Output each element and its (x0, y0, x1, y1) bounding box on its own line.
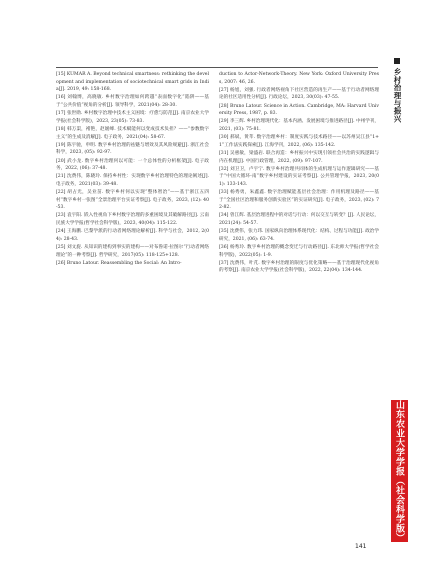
header-rule (56, 67, 378, 68)
reference-entry: [32] 刘卫卫，卢宇宁. 数字乡村治理共同体的生成机理与运作逻辑研究——基于“中国大循环-南”数字乡村建设的实证考察[J]. 公共管理学报，2023, 20(01): 133-143. (219, 166, 379, 187)
reference-entry: [35] 沈费伟，张力玮. 国家纵向治理体系现代化：结构、过程与功能[J]. 政治学研究，2021, (06): 63-74. (219, 229, 379, 242)
reference-entry: [21] 沈费伟，陈晓玲. 保持乡村性：实现数字乡村治理特色的理论阐述[J]. 电子政务，2021(03): 39-48. (56, 174, 209, 187)
reference-entry: [26] Bruno Latour. Reassembling the Social: An Intro- (56, 260, 182, 266)
reference-entry: [17] 张世勋. 乡村数字治理中技术主义困境：疗愈与防范[J]. 南京农业大学学报(社会科学版)，2023, 23(05): 73-83. (56, 111, 209, 124)
reference-entry: [19] 陈宇驰，申明. 数字乡村治理的祛魅与增效及其风险规避[J]. 浙江社会科学，2023, (05): 92-97. (56, 142, 209, 156)
references-left-column (56, 71, 209, 268)
reference-entry: [31] 吴惠敏，梁盛岩. 联合再造：乡村振兴中实现引领社会共治的实践逻辑与内在机理[J]. 中国行政管理，2022, (09): 97-107. (219, 150, 379, 164)
journal-name: 山东农业大学学报（社会科学版） (394, 400, 404, 543)
reference-entry: [36] 杨秀玲. 数字乡村治理的概念变迁与行动路径[J]. 东北师大学报(哲学社会科学版)，2022(05): 1-9. (219, 245, 379, 258)
reference-entry: duction to Actor-Network-Theory. New York: Oxford University Press, 2007: 46, 26. (219, 72, 379, 85)
section-label (392, 58, 404, 127)
reference-entry: [20] 武小龙. 数字乡村治理何以可能：一个总体性的分析框架[J]. 电子政务，2022, (06): 37-48. (56, 158, 209, 172)
section-marker-square (394, 58, 400, 64)
reference-entry: [33] 杨秀勇，朱鑫鑫. 数字治理赋能基层社会治理：作用机理及路径——基于“全国社区治理和服务创新实验区”的实证研究[J]. 电子政务，2023, (02): 72-82. (219, 190, 379, 211)
reference-entry: [37] 沈费伟，叶芃. 数字乡村治理的限度与优化策略——基于治理现代化视角的考察[J]. 南京农业大学学报(社会科学版)，2022, 22(04): 134-144. (219, 260, 379, 274)
reference-entry: [25] 刘文旋. 从知识的建构到事实的建构——对布鲁诺·拉图尔“行动者网络理论”的一种考察[J]. 哲学研究，2017(05): 118-125+128. (56, 245, 209, 258)
section-title: 乡村治理与振兴 (393, 68, 402, 123)
reference-entry: [16] 刘翰博，高晓敏. 乡村数字治理如何跨越“表面数字化”陷阱——基于“公共价值”视角的分析[J]. 领导科学，2021(04): 28-30. (56, 95, 209, 108)
reference-entry: [15] KUMAR A. Beyond technical smartness: rethinking the development and implementation of sociotechnical smart grids in India[J]. 2019, 49: 158-168. (56, 72, 209, 93)
reference-entry: [34] 曾江辉. 基层治理进程中的对话与行动：何以交互与转变？[J]. 人民论坛，2021(24): 54-57. (219, 213, 379, 227)
reference-entry: [28] Bruno Latour. Science in Action. Cambridge, MA: Harvard University Press, 1987, p. 83. (219, 103, 379, 117)
reference-entry: [23] 袁宇阳. 嵌入性视角下乡村数字治理的多重困境及其破解路径[J]. 云南民族大学学报(哲学社会科学版)，2023, 40(04): 115-122. (56, 213, 209, 227)
reference-entry: [30] 郝斌，黄莘. 数字治理乡村：制度实践与技术路径——以苏州吴江县“1+1”工作法实践探索[J]. 江海学刊，2022, (06): 135-142. (219, 135, 379, 148)
reference-entry: [27] 杨旭，刘强. 行政者网络视角下社区营造的再生产——基于行动者网络理论的社区适用性分析[J]. 行政论坛，2023, 30(03): 47-55. (219, 87, 379, 101)
journal-name-bar (391, 400, 408, 542)
reference-entry: [24] 王海鹏. 巴黎学派的行动者网络理论解析[J]. 科学与社会，2012, 2(04): 28-43. (56, 229, 209, 242)
reference-entry: [18] 韩万渠，褚艳，赵媛峰. 技术赋能何以变成技术负担？——“参数数字主义”的生成及消解[J]. 电子政务，2021(04): 58-67. (56, 126, 209, 140)
reference-entry: [29] 李三辉. 乡村治理现代化：基本内涵、发展困境与推进路径[J]. 中州学刊，2021, (03): 75-81. (219, 119, 379, 132)
reference-entry: [22] 胡占光，吴业苗. 数字乡村何以实现“整体智治”——基于浙江五四村“数字乡村一张图”全景治理平台实证考察[J]. 电子政务，2023, (12): 40-53. (56, 190, 209, 211)
references-right-column (219, 71, 379, 276)
page-number: 141 (355, 543, 367, 550)
